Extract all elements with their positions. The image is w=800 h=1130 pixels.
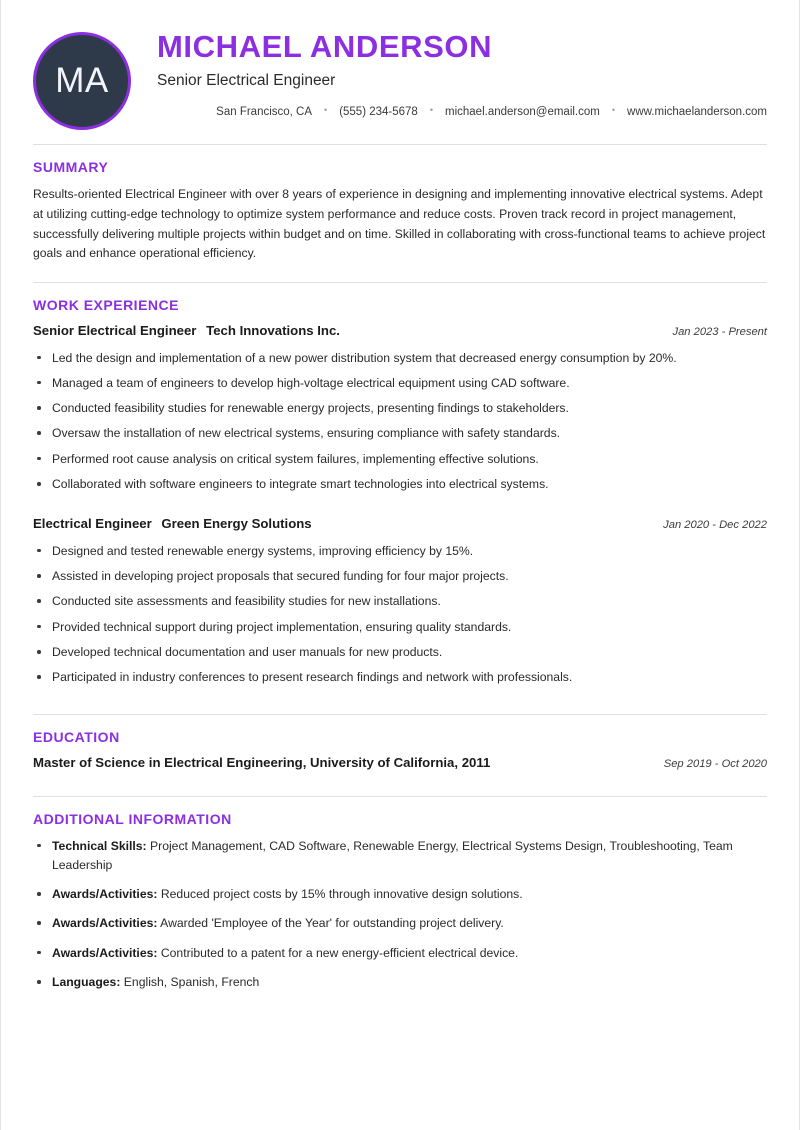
info-label: Technical Skills: [52,838,147,853]
contact-website[interactable]: www.michaelanderson.com [627,105,767,118]
job-header [33,323,767,340]
job-dates: Jan 2020 - Dec 2022 [663,519,767,532]
job-header [33,516,767,533]
job-bullet: Collaborated with software engineers to integrate smart technologies into electrical systems. [33,475,767,493]
education-dates: Sep 2019 - Oct 2020 [663,757,767,770]
job-bullet: Developed technical documentation and user manuals for new products. [33,643,767,661]
job-heading [33,516,312,533]
info-label: Awards/Activities: [52,887,158,902]
info-value: Contributed to a patent for a new energy-efficient electrical device. [160,945,519,960]
avatar [33,32,131,130]
job-heading [33,323,340,340]
info-value: Reduced project costs by 15% through innovative design solutions. [160,887,523,902]
section-summary [33,145,767,274]
candidate-job-title: Senior Electrical Engineer [157,72,336,90]
section-title-work-experience: WORK EXPERIENCE [33,297,179,314]
job-entry [33,323,767,502]
avatar-initials: MA [55,61,109,100]
job-bullet-list [33,542,767,687]
job-bullet: Managed a team of engineers to develop high-voltage electrical equipment using CAD software. [33,374,767,392]
additional-info-item [33,973,767,992]
job-title: Senior Electrical Engineer [33,323,197,339]
contact-separator-icon: • [429,105,433,116]
job-company: Tech Innovations Inc. [206,323,340,339]
contact-email[interactable]: michael.anderson@email.com [445,105,600,118]
additional-info-item [33,944,767,963]
job-bullet: Conducted site assessments and feasibility studies for new installations. [33,592,767,610]
job-bullet: Oversaw the installation of new electrical systems, ensuring compliance with safety standards. [33,424,767,442]
contact-separator-icon: • [611,105,616,116]
info-value: Awarded 'Employee of the Year' for outstanding project delivery. [160,916,504,931]
candidate-name: MICHAEL ANDERSON [157,29,493,64]
section-title-additional-information: ADDITIONAL INFORMATION [33,810,232,827]
summary-text: Results-oriented Electrical Engineer with over 8 years of experience in designing and implementing innovative electrical systems. Adept at utilizing cutting-edge technology to optimize system performance and reduce costs. Proven track record in project management, successfully delivering multiple projects within budget and on time. Skilled in collaborating with cross-functional teams to achieve project goals and enhance operational efficiency. [33,187,766,261]
job-bullet: Designed and tested renewable energy systems, improving efficiency by 15%. [33,542,767,560]
job-bullet: Provided technical support during project implementation, ensuring quality standards. [33,618,767,636]
additional-info-item [33,837,767,876]
section-title-summary: SUMMARY [33,159,109,175]
section-title-education: EDUCATION [33,728,120,745]
info-value: Project Management, CAD Software, Renewable Energy, Electrical Systems Design, Troubleshooting, Team Leadership [52,838,733,872]
additional-info-list [33,837,767,993]
contact-phone[interactable]: (555) 234-5678 [339,105,418,118]
education-degree: Master of Science in Electrical Engineering, University of California, 2011 [33,754,491,770]
info-label: Awards/Activities: [52,916,158,931]
header-text-block [131,28,767,120]
job-bullet-list [33,349,767,494]
section-additional-information [33,797,767,993]
job-bullet: Participated in industry conferences to present research findings and network with professionals. [33,668,767,686]
job-bullet: Assisted in developing project proposals that secured funding for four major projects. [33,567,767,585]
additional-info-item [33,885,767,904]
section-education [33,715,767,778]
resume-header [33,28,767,136]
education-entry [33,755,767,778]
job-dates: Jan 2023 - Present [672,326,767,339]
contact-location: San Francisco, CA [216,105,313,118]
job-bullet: Performed root cause analysis on critical system failures, implementing effective solutions. [33,450,767,468]
additional-info-item [33,914,767,933]
contact-separator-icon: • [324,105,328,116]
job-bullet: Led the design and implementation of a new power distribution system that decreased energy consumption by 20%. [33,349,767,367]
job-title: Electrical Engineer [33,516,152,532]
job-entry [33,502,767,695]
info-label: Languages: [52,974,121,989]
job-company: Green Energy Solutions [161,516,312,532]
contact-line [153,105,767,120]
job-bullet: Conducted feasibility studies for renewable energy projects, presenting findings to stakeholders. [33,399,767,417]
section-work-experience [33,283,767,696]
info-label: Awards/Activities: [52,945,158,960]
info-value: English, Spanish, French [123,974,260,989]
